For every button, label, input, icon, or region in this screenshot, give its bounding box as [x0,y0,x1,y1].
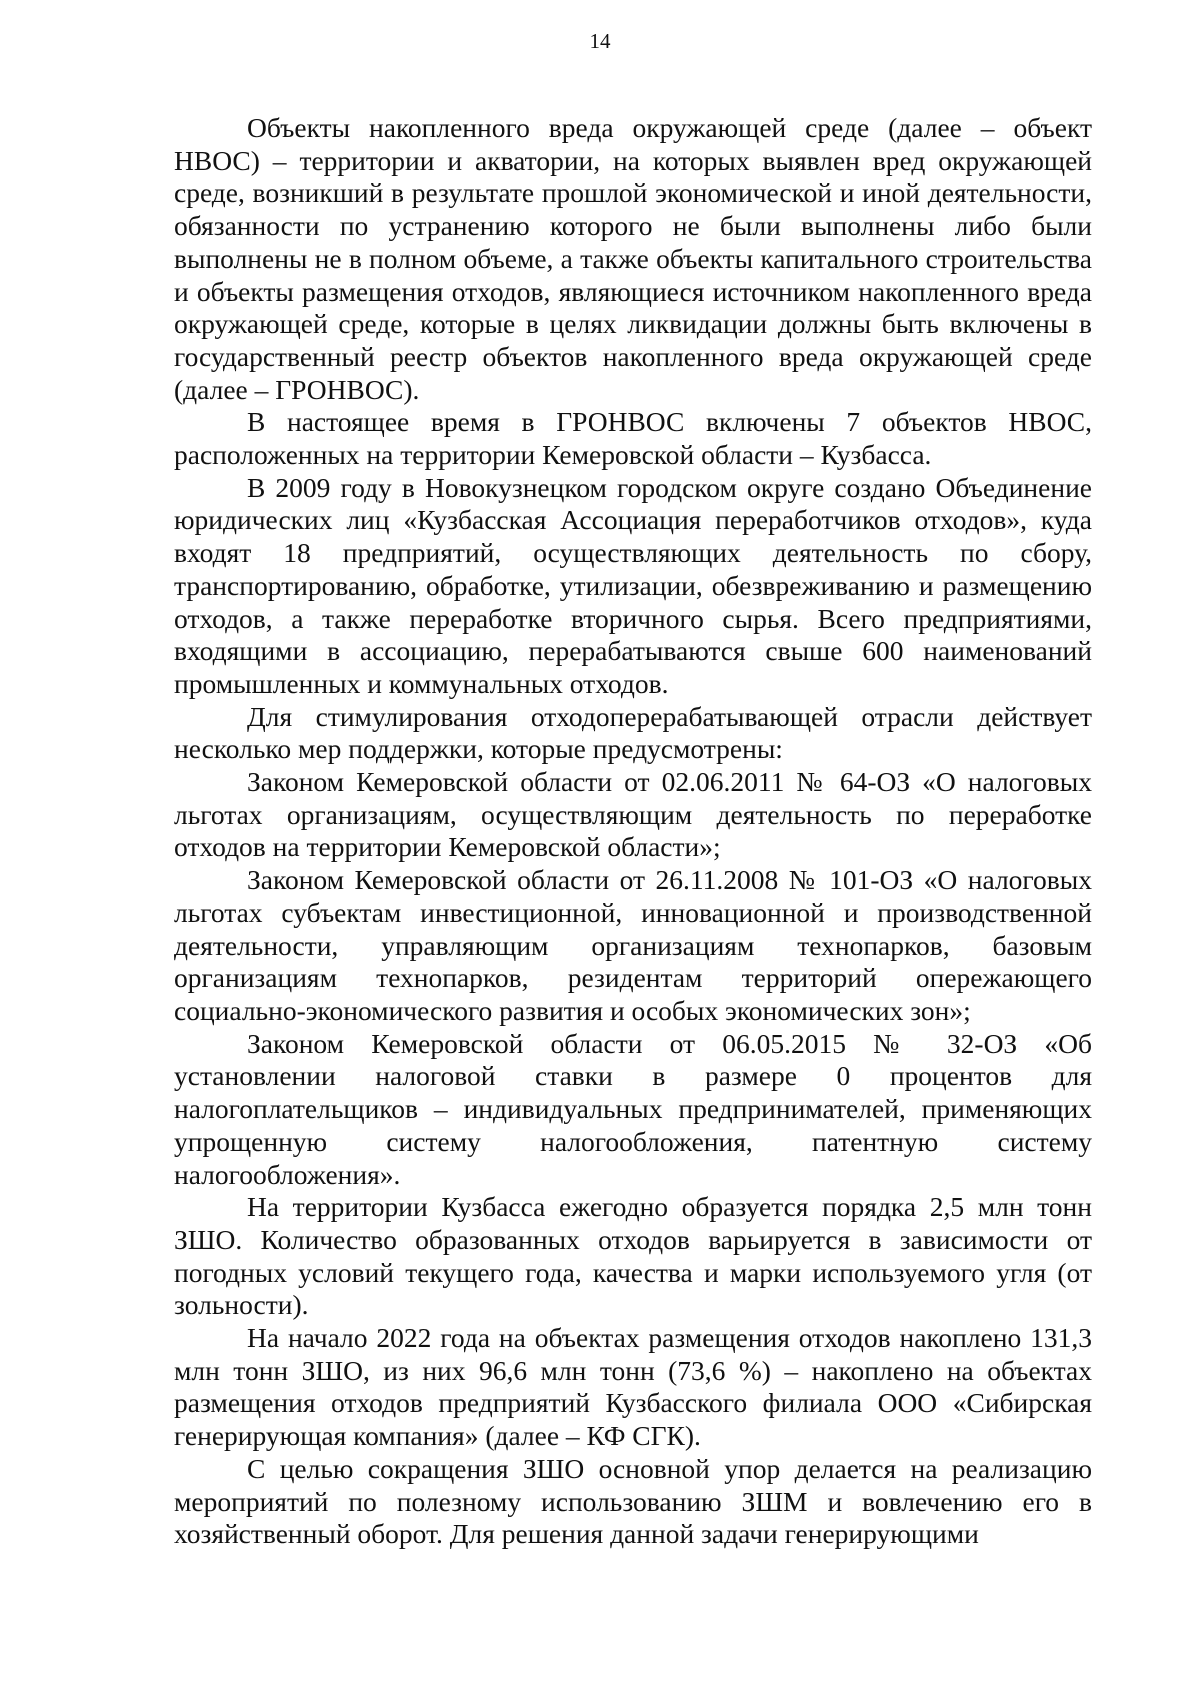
body-text [174,112,1092,1551]
paragraph-support-measures: Для стимулирования отходоперерабатывающей отрасли действует несколько мер поддержки, которые предусмотрены: [174,700,1092,765]
paragraph-accumulated-zsho: На начало 2022 года на объектах размещения отходов накоплено 131,3 млн тонн ЗШО, из них 96,6 млн тонн (73,6 %) – накоплено на объектах размещения отходов предприятий Кузбасского филиала ООО «Сибирская генерирующая компания» (далее – КФ СГК). [174,1322,1092,1452]
paragraph-gronvos-count: В настоящее время в ГРОНВОС включены 7 объектов НВОС, расположенных на территории Кемеровской области – Кузбасса. [174,406,1092,471]
paragraph-law-64-oz: Законом Кемеровской области от 02.06.2011 № 64-ОЗ «О налоговых льготах организациям, осуществляющим деятельность по переработке отходов на территории Кемеровской области»; [174,766,1092,863]
paragraph-law-32-oz: Законом Кемеровской области от 06.05.2015 № 32-ОЗ «Об установлении налоговой ставки в размере 0 процентов для налогоплательщиков – индивидуальных предпринимателей, применяющих упрощенную систему налогообложения, патентную систему налогообложения». [174,1027,1092,1190]
paragraph-law-101-oz: Законом Кемеровской области от 26.11.2008 № 101-ОЗ «О налоговых льготах субъектам инвестиционной, инновационной и производственной деятельности, управляющим организациям технопарков, базовым организациям технопарков, резидентам территорий опережающего социально-экономического развития и особых экономических зон»; [174,864,1092,1026]
paragraph-association: В 2009 году в Новокузнецком городском округе создано Объединение юридических лиц «Кузбасская Ассоциация переработчиков отходов», куда входят 18 предприятий, осуществляющих деятельность по сбору, транспортированию, обработке, утилизации, обезвреживанию и размещению отходов, а также переработке вторичного сырья. Всего предприятиями, входящими в ассоциацию, перерабатываются свыше 600 наименований промышленных и коммунальных отходов. [174,471,1092,699]
paragraph-nvos-definition: Объекты накопленного вреда окружающей среде (далее – объект НВОС) – территории и акватории, на которых выявлен вред окружающей среде, возникший в результате прошлой экономической и иной деятельности, обязанности по устранению которого не были выполнены либо были выполнены не в полном объеме, а также объекты капитального строительства и объекты размещения отходов, являющиеся источником накопленного вреда окружающей среде, которые в целях ликвидации должны быть включены в государственный реестр объектов накопленного вреда окружающей среде (далее – ГРОНВОС). [174,112,1092,405]
paragraph-annual-zsho: На территории Кузбасса ежегодно образуется порядка 2,5 млн тонн ЗШО. Количество образованных отходов варьируется в зависимости от погодных условий текущего года, качества и марки используемого угля (от зольности). [174,1191,1092,1321]
paragraph-zshm-usage: С целью сокращения ЗШО основной упор делается на реализацию мероприятий по полезному использованию ЗШМ и вовлечению его в хозяйственный оборот. Для решения данной задачи генерирующими [174,1452,1092,1550]
page-number: 14 [589,29,611,53]
